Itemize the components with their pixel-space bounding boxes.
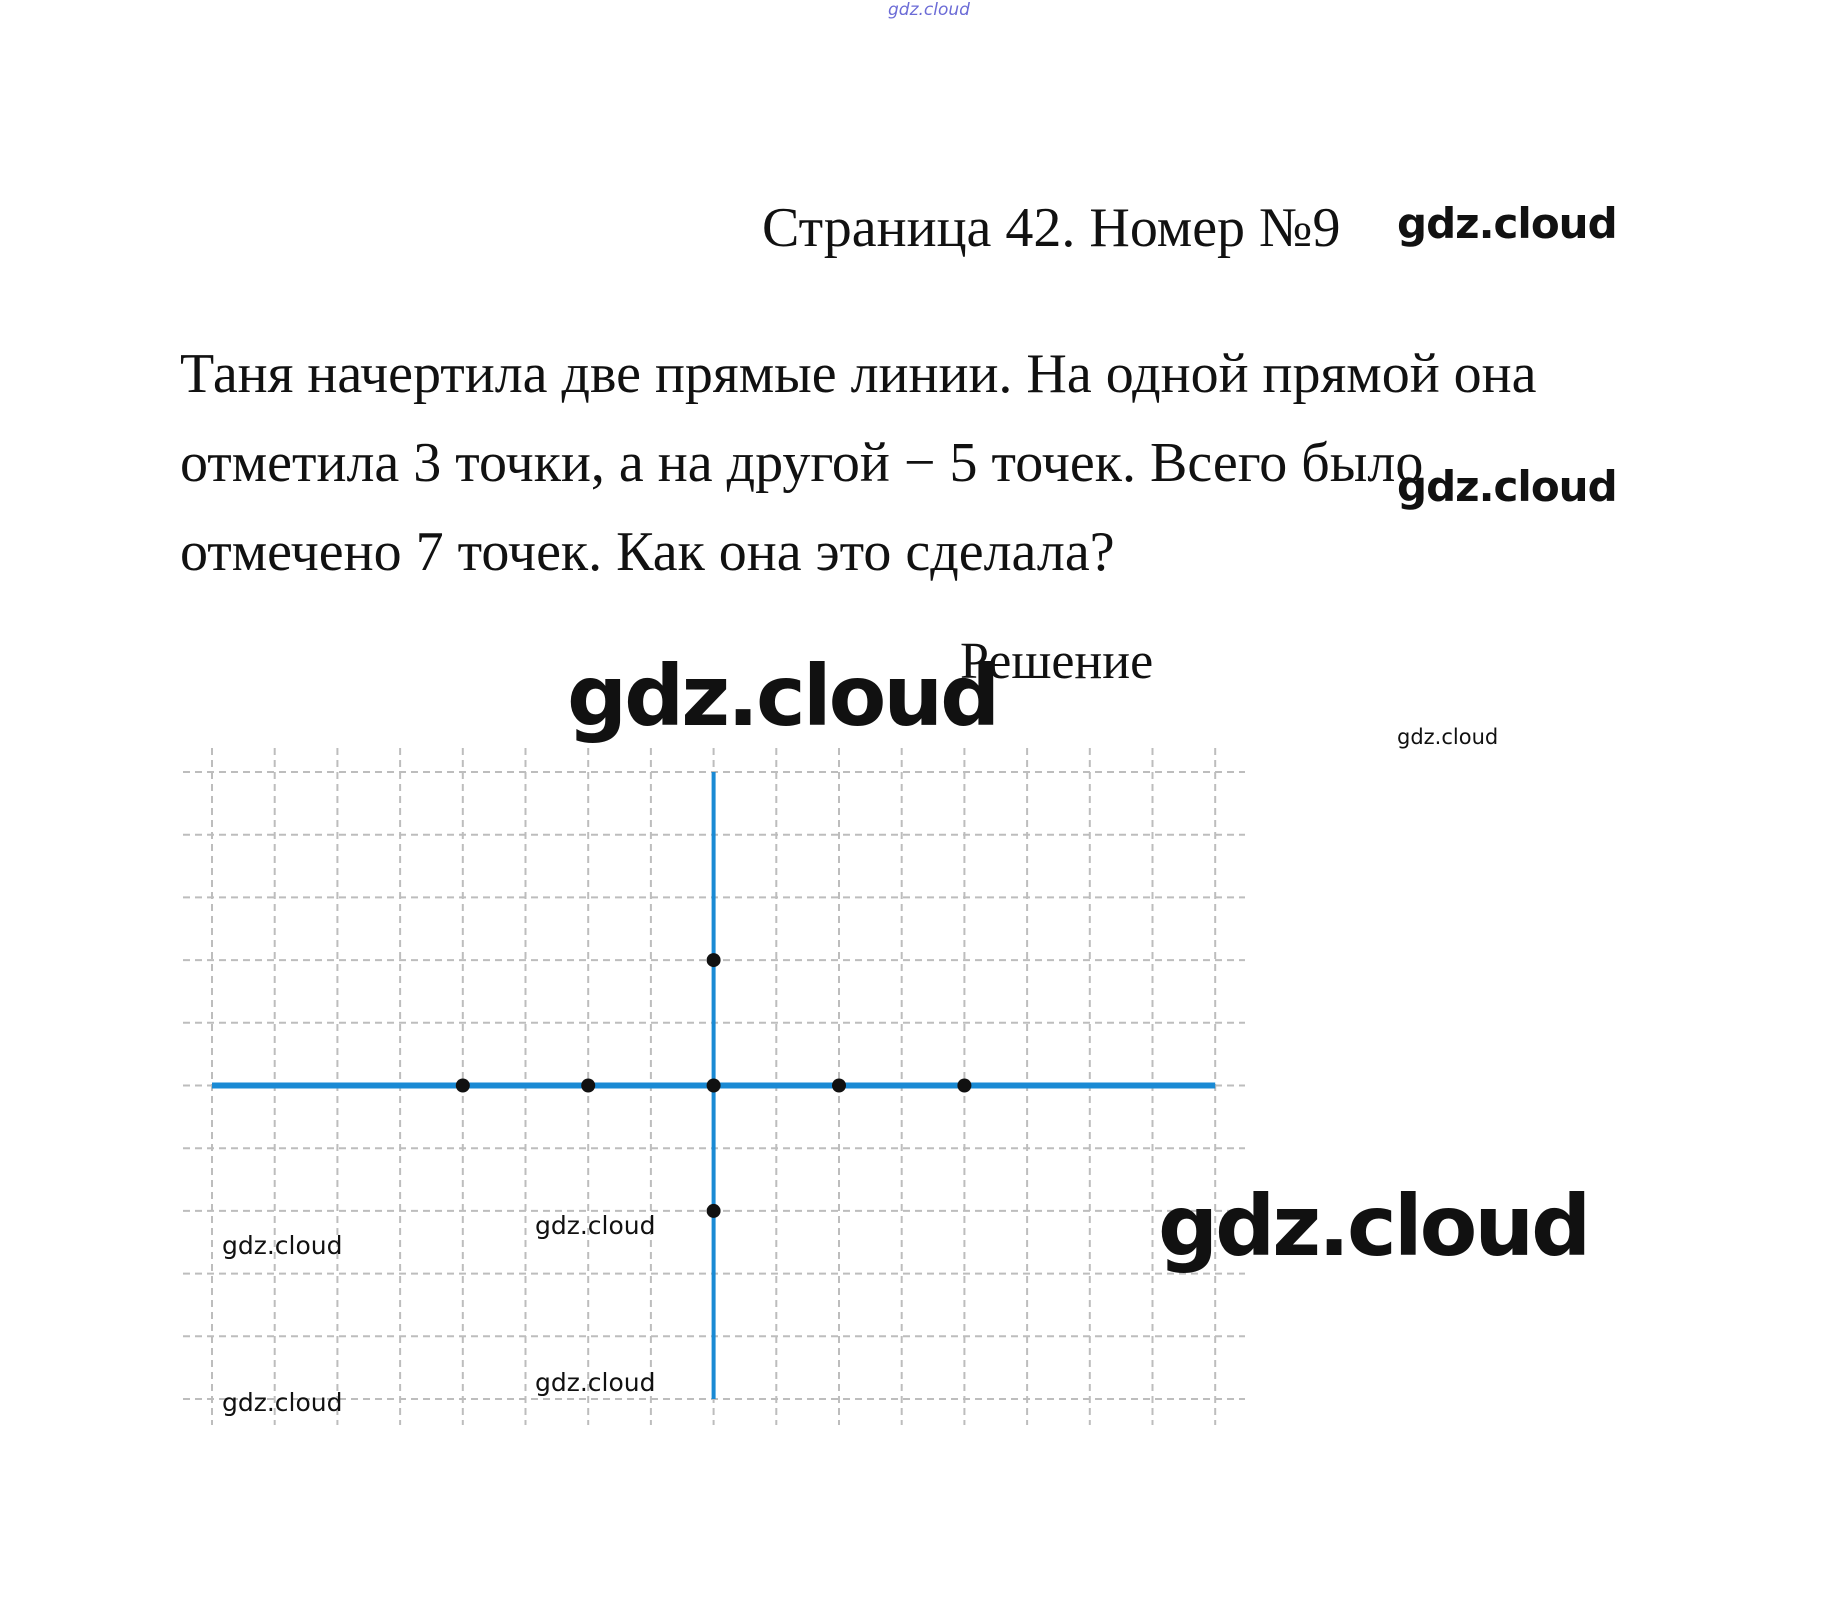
point-on-horizontal [832,1079,846,1093]
problem-line-2: отметила 3 точки, а на другой − 5 точек. Всего было [180,432,1424,494]
solution-label: Решение [960,633,1154,690]
watermark-grid-1: gdz.cloud [222,1231,343,1260]
watermark-grid-3: gdz.cloud [535,1368,656,1397]
watermark-top: gdz.cloud [888,0,970,20]
watermark-grid-2: gdz.cloud [535,1211,656,1240]
point-on-vertical [707,953,721,967]
point-on-horizontal [581,1079,595,1093]
watermark-body: gdz.cloud [1397,462,1617,511]
watermark-title: gdz.cloud [1397,199,1617,248]
page-title: Страница 42. Номер №9 [762,197,1341,259]
watermark-large-upper: gdz.cloud [567,647,998,745]
watermark-grid-4: gdz.cloud [222,1388,343,1417]
watermark-small-right: gdz.cloud [1397,725,1499,749]
problem-line-1: Таня начертила две прямые линии. На одной прямой она [180,343,1537,405]
point-on-horizontal [707,1079,721,1093]
watermark-large-lower: gdz.cloud [1158,1177,1589,1275]
point-on-horizontal [957,1079,971,1093]
point-on-horizontal [456,1079,470,1093]
problem-line-3: отмечено 7 точек. Как она это сделала? [180,521,1115,583]
point-on-vertical [707,1204,721,1218]
